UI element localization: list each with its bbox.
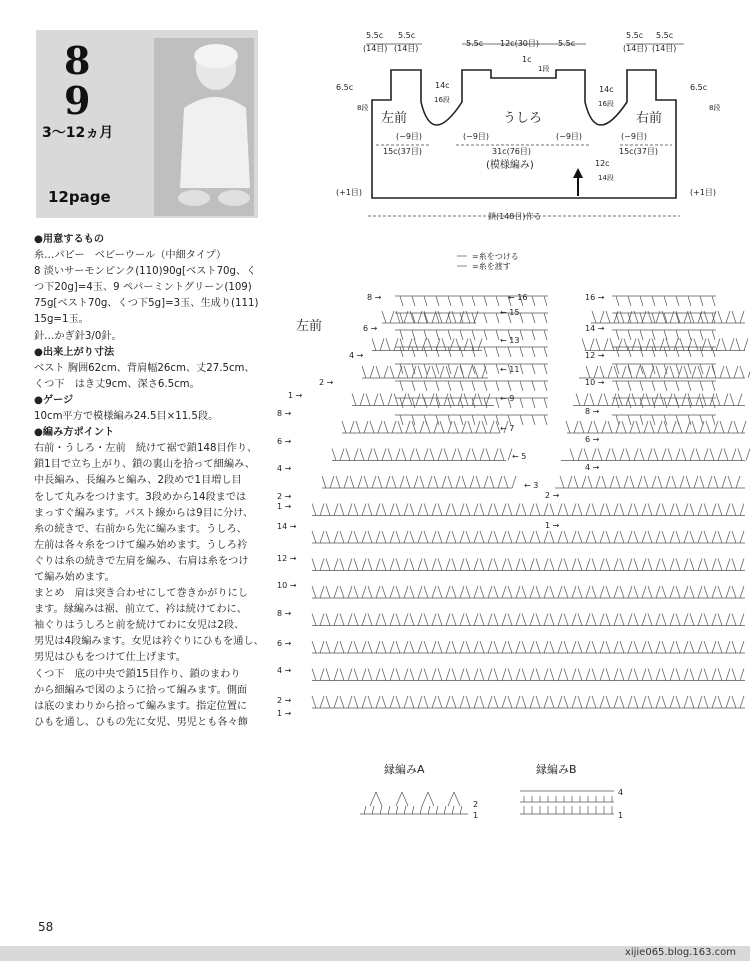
decrease-4: (−9目) xyxy=(621,132,648,141)
row-number: 8 → xyxy=(277,409,292,418)
shoulder-right-rows: 8段 xyxy=(709,104,721,112)
instruction-line: ●ゲージ xyxy=(34,394,74,406)
instruction-line: まっすぐ編みます。バスト線からは9目に分け、 xyxy=(34,507,254,519)
row-number: 1 → xyxy=(288,391,303,400)
row-number: 6 → xyxy=(277,639,292,648)
instruction-line: をして丸みをつけます。3段めから14段までは xyxy=(34,491,247,503)
row-number: ← 13 xyxy=(500,336,520,345)
instruction-line: 男児はひもをつけて仕上げます。 xyxy=(34,652,186,664)
instruction-line: 鎖1目で立ち上がり、鎖の裏山を拾って細編み、 xyxy=(34,459,256,471)
chain-count: 鎖(148目)作る xyxy=(488,212,542,221)
dim-top-mid-r: 5.5c xyxy=(558,39,576,48)
row-number: ← 11 xyxy=(500,365,520,374)
dim-top-mid-center: 12c(30目) xyxy=(500,39,539,48)
row-number: 2 → xyxy=(277,696,292,705)
instruction-line: 男児は4段編みます。女児は衿ぐりにひもを通し、 xyxy=(34,636,264,648)
instruction-line: つ下20g]=4玉、9 ペパーミントグリーン(109) xyxy=(34,282,252,294)
dim-top-right-b: 5.5c xyxy=(656,31,674,40)
row-number: 2 → xyxy=(319,378,334,387)
row-number: 1 → xyxy=(277,502,292,511)
row-number: 4 → xyxy=(349,351,364,360)
instruction-line: 10cm平方で模様編み24.5目×11.5段。 xyxy=(34,411,219,423)
instruction-line: くつ下 底の中央で鎖15目作り、鎖のまわり xyxy=(34,668,241,680)
pattern-number-8: 8 xyxy=(64,38,91,83)
page-number: 58 xyxy=(38,920,54,934)
dim-top-left-b: 5.5c xyxy=(398,31,416,40)
row-number: ← 7 xyxy=(500,424,515,433)
row-number: ← 9 xyxy=(500,394,515,403)
row-number: 4 → xyxy=(277,666,292,675)
row-number: 6 → xyxy=(277,437,292,446)
increase-left: (+1目) xyxy=(336,188,363,197)
instruction-line: 針…かぎ針3/0針。 xyxy=(34,330,122,342)
shoulder-right-dim: 6.5c xyxy=(690,83,708,92)
instruction-line: ぐりは糸の続きで左肩を編み、右肩は糸をつけ xyxy=(34,555,249,567)
pattern-label: (模様編み) xyxy=(486,160,534,171)
page-reference: 12page xyxy=(48,188,111,206)
width-left: 15c(37目) xyxy=(383,147,422,156)
row-number: 8 → xyxy=(585,407,600,416)
shoulder-left-rows: 8段 xyxy=(357,104,369,112)
dim-top-left-a: 5.5c xyxy=(366,31,384,40)
instruction-line: まとめ 肩は突き合わせにして巻きかがりにし xyxy=(34,588,248,600)
instruction-line: 8 淡いサーモンピンク(110)90g[ベスト70g、く xyxy=(34,266,257,278)
edging-b-title: 縁編みB xyxy=(536,763,577,776)
dim-top-right-a-st: (14目) xyxy=(623,44,648,53)
row-number: ← 3 xyxy=(524,481,539,490)
instruction-line: ●出来上がり寸法 xyxy=(34,346,115,358)
row-number: 12 → xyxy=(277,554,297,563)
shoulder-left-dim: 6.5c xyxy=(336,83,354,92)
body-height: 12c xyxy=(595,159,610,168)
row-number: ← 15 xyxy=(500,308,520,317)
dim-top-right-b-st: (14目) xyxy=(652,44,677,53)
row-number: 2 → xyxy=(545,491,560,500)
decrease-3: (−9目) xyxy=(556,132,583,141)
row-number: 10 → xyxy=(277,581,297,590)
width-center: 31c(76目) xyxy=(492,147,531,156)
row-number: ← 16 xyxy=(508,293,528,302)
neck-step-rows: 1段 xyxy=(538,65,550,73)
row-number: 8 → xyxy=(277,609,292,618)
label-back: うしろ xyxy=(503,111,543,126)
edging-a-row1: 1 xyxy=(473,811,479,820)
footer-url: xijie065.blog.163.com xyxy=(624,947,736,958)
dim-top-mid-l: 5.5c xyxy=(466,39,484,48)
row-number: 8 → xyxy=(367,293,382,302)
dim-top-left-a-st: (14目) xyxy=(363,44,388,53)
instruction-line: ●用意するもの xyxy=(34,234,105,245)
edging-a-row2: 2 xyxy=(473,800,479,809)
instruction-line: ます。縁編みは裾、前立て、衿は続けてわに、 xyxy=(34,604,247,616)
instruction-line: 右前・うしろ・左前 続けて裾で鎖148目作り、 xyxy=(34,443,258,455)
increase-right: (+1目) xyxy=(690,188,717,197)
instruction-line: から細編みで図のように拾って編みます。側面 xyxy=(34,684,248,696)
footer-bar xyxy=(0,946,750,961)
legend-join-yarn: =糸をつける xyxy=(472,252,519,261)
row-number: 14 → xyxy=(585,324,605,333)
instruction-line: ひもを通し、ひもの先に女児、男児とも各々飾 xyxy=(34,716,248,728)
instruction-line: 左前は各々糸をつけて編み始めます。うしろ衿 xyxy=(34,539,248,551)
armhole-right-dim: 14c xyxy=(599,85,614,94)
row-number: 2 → xyxy=(277,492,292,501)
label-left-front: 左前 xyxy=(381,111,408,126)
edging-a-title: 縁編みA xyxy=(384,763,425,776)
instruction-line: 糸の続きで、右前から先に編みます。うしろ、 xyxy=(34,523,247,535)
row-number: 12 → xyxy=(585,351,605,360)
legend-cut-yarn: =糸を渡す xyxy=(472,262,511,271)
width-right: 15c(37目) xyxy=(619,147,658,156)
row-number: 1 → xyxy=(545,521,560,530)
row-number: 6 → xyxy=(363,324,378,333)
instruction-line: 糸…パピー ベビーウール（中細タイプ） xyxy=(34,250,227,262)
row-number: 4 → xyxy=(277,464,292,473)
instruction-line: くつ下 はき丈9cm、深さ6.5cm。 xyxy=(34,378,200,390)
edging-b-row4: 4 xyxy=(618,788,624,797)
row-number: 14 → xyxy=(277,522,297,531)
edging-charts xyxy=(360,791,614,814)
neck-step: 1c xyxy=(522,55,532,64)
row-number: 10 → xyxy=(585,378,605,387)
instruction-line: ベスト 胸囲62cm、背肩幅26cm、丈27.5cm、 xyxy=(34,362,255,374)
armhole-left-rows: 16段 xyxy=(434,96,450,104)
armhole-left-dim: 14c xyxy=(435,81,450,90)
row-number: ← 5 xyxy=(512,452,527,461)
instruction-line: 中長編み、長編みと編み、2段めで1目増し目 xyxy=(34,475,242,487)
instruction-line: 75g[ベスト70g、くつ下5g]=3玉、生成り(111) xyxy=(34,298,259,310)
instruction-line: て編み始めます。 xyxy=(34,571,115,583)
row-number: 1 → xyxy=(277,709,292,718)
body-height-rows: 14段 xyxy=(598,174,614,182)
instruction-line: 袖ぐりはうしろと前を続けてわに女児は2段、 xyxy=(34,620,245,632)
instruction-line: ●編み方ポイント xyxy=(34,427,115,439)
decrease-2: (−9目) xyxy=(463,132,490,141)
armhole-right-rows: 16段 xyxy=(598,100,614,108)
pattern-number-9: 9 xyxy=(64,78,91,123)
row-number: 4 → xyxy=(585,463,600,472)
dim-top-right-a: 5.5c xyxy=(626,31,644,40)
instruction-line: 15g=1玉。 xyxy=(34,314,89,326)
row-number: 6 → xyxy=(585,435,600,444)
dim-top-left-b-st: (14目) xyxy=(394,44,419,53)
chart-title-left-front: 左前 xyxy=(296,319,323,334)
row-number: 16 → xyxy=(585,293,605,302)
label-right-front: 右前 xyxy=(636,111,663,126)
edging-b-row1: 1 xyxy=(618,811,624,820)
age-range: 3〜12ヵ月 xyxy=(42,125,114,141)
decrease-1: (−9目) xyxy=(396,132,423,141)
instruction-line: は底のまわりから拾って編みます。指定位置に xyxy=(34,700,248,712)
